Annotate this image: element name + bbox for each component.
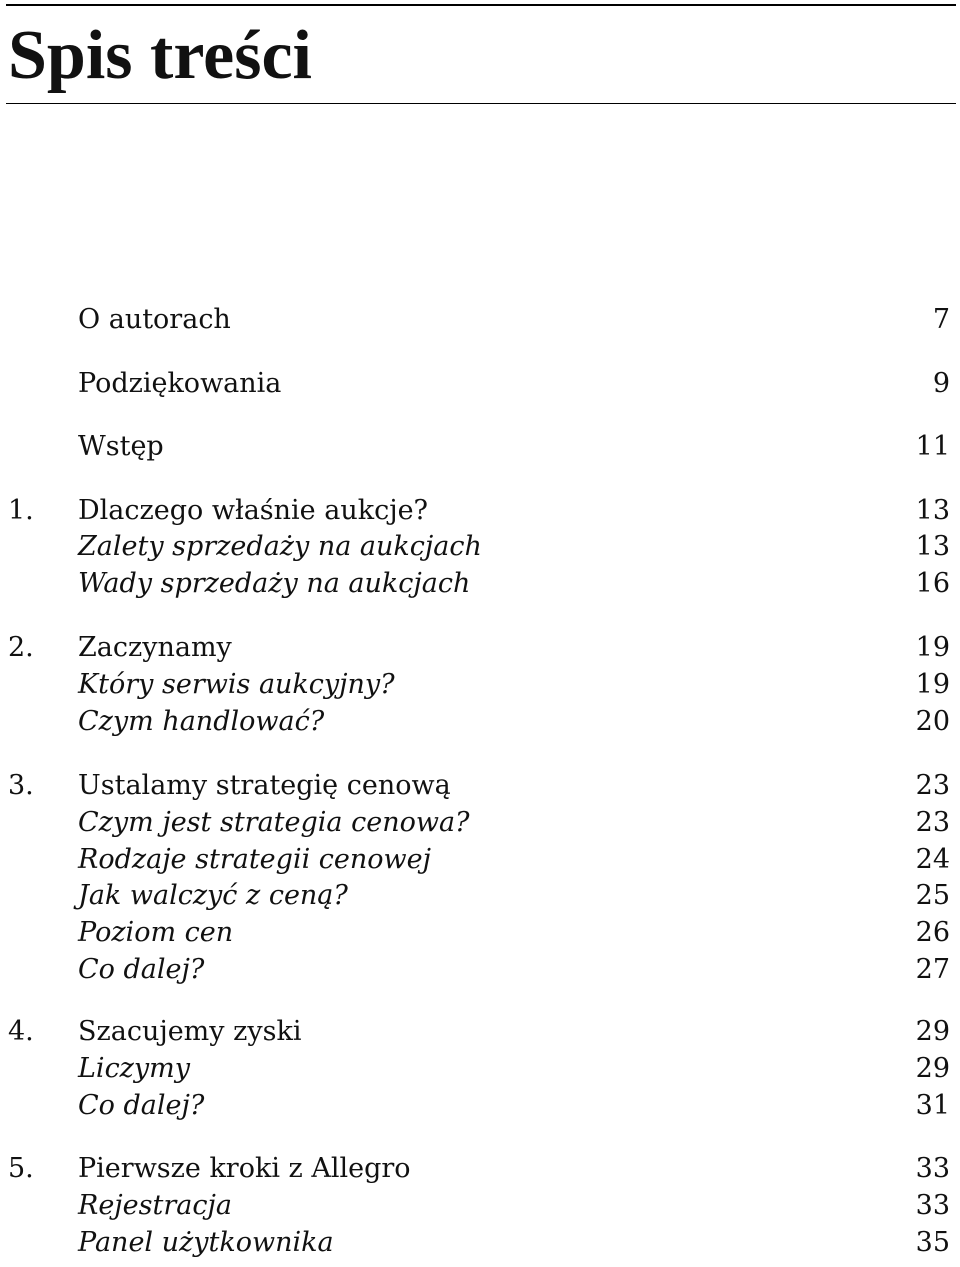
section-page: 33: [915, 1190, 950, 1221]
section-page: 20: [915, 706, 950, 737]
section-page: 25: [915, 880, 950, 911]
toc-section[interactable]: [0, 566, 960, 602]
section-page: 24: [915, 844, 950, 875]
section-title: Zalety sprzedaży na aukcjach: [78, 531, 482, 562]
toc-section[interactable]: [0, 878, 960, 914]
toc-section[interactable]: [0, 667, 960, 703]
chapter-title: Szacujemy zyski: [78, 1016, 302, 1047]
section-page: 16: [915, 568, 950, 599]
chapter-page: 19: [915, 632, 950, 663]
toc-entry-page: 11: [915, 431, 950, 462]
page-title: Spis treści: [8, 17, 312, 94]
toc-chapter-5[interactable]: [0, 1151, 960, 1187]
section-page: 35: [915, 1227, 950, 1258]
toc-section[interactable]: [0, 1225, 960, 1261]
toc-entry-page: 9: [932, 368, 950, 399]
chapter-title: Ustalamy strategię cenową: [78, 770, 451, 801]
section-title: Co dalej?: [78, 1090, 205, 1121]
toc-chapter-1[interactable]: [0, 493, 960, 529]
top-rule: [6, 4, 956, 6]
chapter-page: 13: [915, 495, 950, 526]
section-title: Rodzaje strategii cenowej: [78, 844, 432, 875]
toc-section[interactable]: [0, 1188, 960, 1224]
toc-section[interactable]: [0, 704, 960, 740]
toc-chapter-4[interactable]: [0, 1014, 960, 1050]
section-title: Panel użytkownika: [78, 1227, 334, 1258]
section-page: 27: [915, 954, 950, 985]
section-title: Który serwis aukcyjny?: [78, 669, 395, 700]
toc-entry-page: 7: [932, 304, 950, 335]
chapter-page: 23: [915, 770, 950, 801]
toc-entry-title: Wstęp: [78, 431, 164, 462]
toc-entry-o-autorach[interactable]: [0, 302, 960, 338]
chapter-number: 5.: [8, 1153, 34, 1184]
section-title: Poziom cen: [78, 917, 234, 948]
section-page: 13: [915, 531, 950, 562]
toc-chapter-2[interactable]: [0, 630, 960, 666]
chapter-title: Pierwsze kroki z Allegro: [78, 1153, 411, 1184]
section-title: Wady sprzedaży na aukcjach: [78, 568, 471, 599]
section-page: 31: [915, 1090, 950, 1121]
chapter-number: 3.: [8, 770, 34, 801]
section-title: Co dalej?: [78, 954, 205, 985]
section-page: 19: [915, 669, 950, 700]
section-title: Czym jest strategia cenowa?: [78, 807, 470, 838]
chapter-number: 4.: [8, 1016, 34, 1047]
toc-entry-wstep[interactable]: [0, 429, 960, 465]
toc-section[interactable]: [0, 915, 960, 951]
toc-entry-title: Podziękowania: [78, 368, 282, 399]
section-title: Rejestracja: [78, 1190, 232, 1221]
section-title: Liczymy: [78, 1053, 191, 1084]
chapter-title: Zaczynamy: [78, 632, 232, 663]
chapter-page: 29: [915, 1016, 950, 1047]
section-title: Czym handlować?: [78, 706, 325, 737]
toc-section[interactable]: [0, 1051, 960, 1087]
section-page: 23: [915, 807, 950, 838]
section-title: Jak walczyć z ceną?: [78, 880, 348, 911]
chapter-number: 2.: [8, 632, 34, 663]
section-page: 26: [915, 917, 950, 948]
toc-entry-podziekowania[interactable]: [0, 366, 960, 402]
toc-section[interactable]: [0, 952, 960, 988]
title-underline-rule: [6, 103, 956, 104]
toc-entry-title: O autorach: [78, 304, 231, 335]
chapter-title: Dlaczego właśnie aukcje?: [78, 495, 429, 526]
toc-section[interactable]: [0, 805, 960, 841]
toc-section[interactable]: [0, 1088, 960, 1124]
toc-chapter-3[interactable]: [0, 768, 960, 804]
section-page: 29: [915, 1053, 950, 1084]
toc-section[interactable]: [0, 529, 960, 565]
toc-section[interactable]: [0, 842, 960, 878]
chapter-number: 1.: [8, 495, 34, 526]
chapter-page: 33: [915, 1153, 950, 1184]
